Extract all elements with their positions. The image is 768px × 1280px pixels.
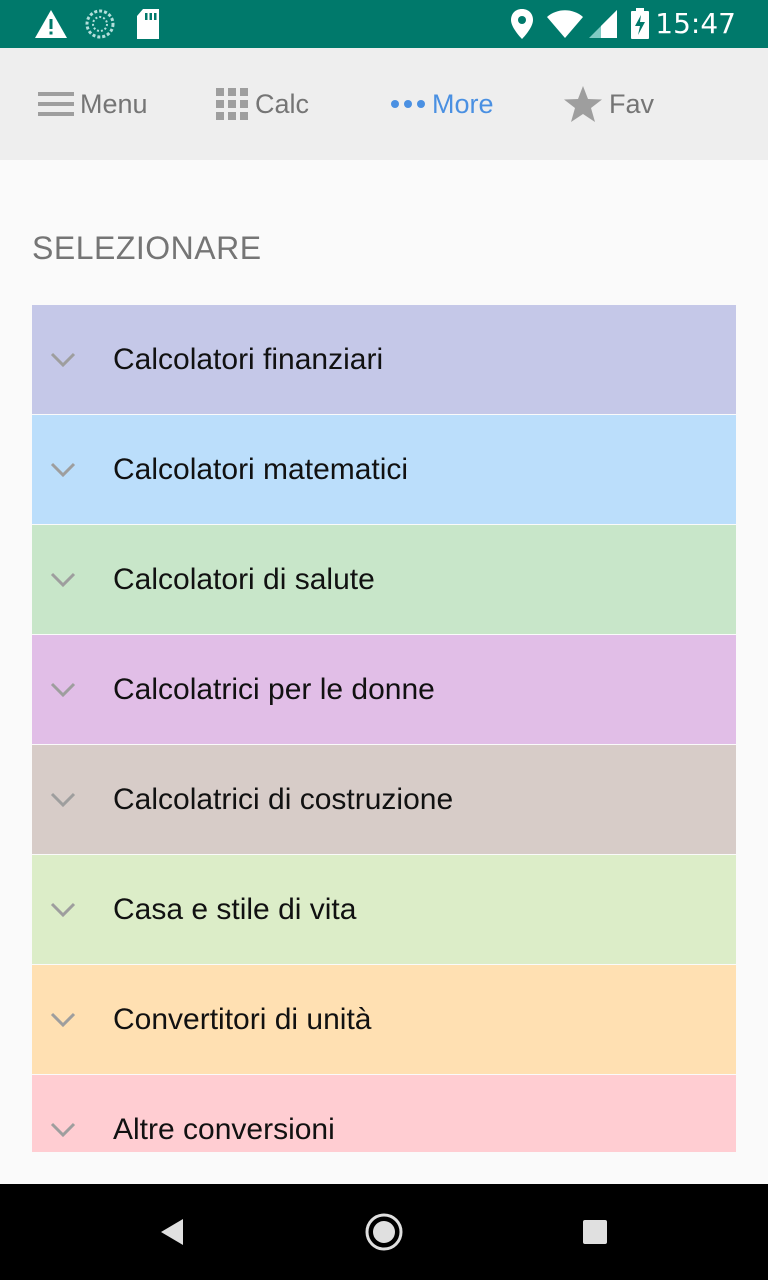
signal-icon xyxy=(588,8,618,40)
calc-button[interactable] xyxy=(215,48,309,160)
grid-icon xyxy=(215,87,249,121)
category-label: Casa e stile di vita xyxy=(113,892,357,926)
battery-charging-icon xyxy=(630,8,650,40)
menu-label: Menu xyxy=(80,88,148,119)
fav-label: Fav xyxy=(609,88,655,119)
chevron-down-icon xyxy=(50,1121,76,1139)
top-nav xyxy=(0,48,768,160)
category-row[interactable] xyxy=(32,305,736,414)
back-icon[interactable] xyxy=(148,1208,196,1256)
chevron-down-icon xyxy=(50,1011,76,1029)
warning-icon xyxy=(34,8,68,40)
category-list xyxy=(32,305,736,1152)
sd-card-icon xyxy=(135,8,161,40)
calc-label: Calc xyxy=(255,88,310,119)
category-row[interactable] xyxy=(32,635,736,744)
category-label: Calcolatori finanziari xyxy=(113,342,384,376)
category-row[interactable] xyxy=(32,415,736,524)
system-nav-bar xyxy=(0,1184,768,1280)
chevron-down-icon xyxy=(50,351,76,369)
category-label: Calcolatrici di costruzione xyxy=(113,782,454,816)
category-row[interactable] xyxy=(32,855,736,964)
wifi-icon xyxy=(546,8,584,40)
sync-icon xyxy=(85,8,115,40)
hamburger-icon xyxy=(38,90,74,118)
category-label: Calcolatori matematici xyxy=(113,452,409,486)
more-dots-icon xyxy=(390,99,426,109)
home-icon[interactable] xyxy=(360,1208,408,1256)
category-row[interactable] xyxy=(32,965,736,1074)
category-label: Calcolatrici per le donne xyxy=(113,672,435,706)
clock: 15:47 xyxy=(655,7,736,40)
chevron-down-icon xyxy=(50,461,76,479)
main-content xyxy=(0,160,768,1184)
menu-button[interactable] xyxy=(38,48,148,160)
category-label: Altre conversioni xyxy=(113,1112,335,1146)
section-title: SELEZIONARE xyxy=(32,230,262,266)
fav-button[interactable] xyxy=(563,48,654,160)
chevron-down-icon xyxy=(50,571,76,589)
category-row[interactable] xyxy=(32,745,736,854)
category-label: Calcolatori di salute xyxy=(113,562,375,596)
chevron-down-icon xyxy=(50,681,76,699)
chevron-down-icon xyxy=(50,901,76,919)
category-label: Convertitori di unità xyxy=(113,1002,372,1036)
category-row[interactable] xyxy=(32,525,736,634)
location-icon xyxy=(510,8,534,40)
more-button[interactable] xyxy=(390,48,494,160)
category-row[interactable] xyxy=(32,1075,736,1152)
status-bar xyxy=(0,0,768,48)
star-icon xyxy=(563,85,603,123)
more-label: More xyxy=(432,88,494,119)
chevron-down-icon xyxy=(50,791,76,809)
recents-icon[interactable] xyxy=(571,1208,619,1256)
